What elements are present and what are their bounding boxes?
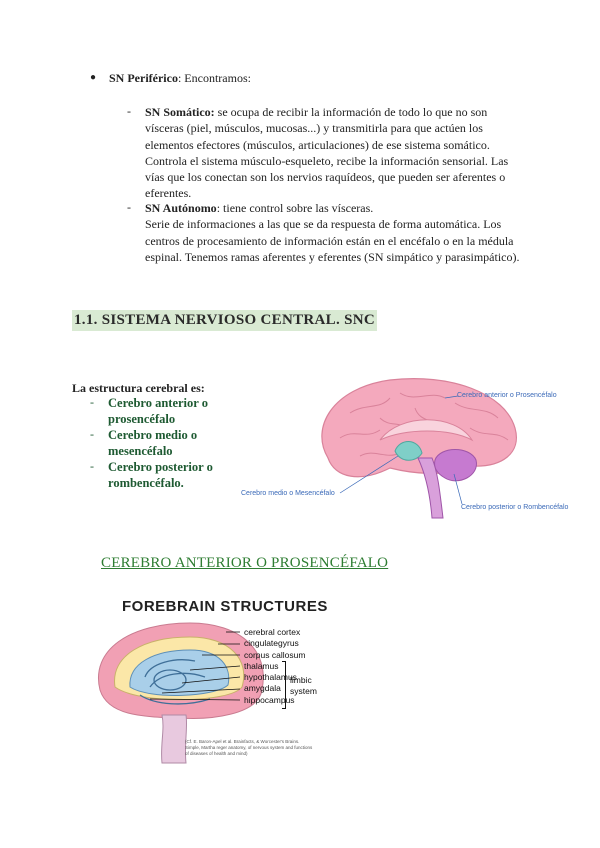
section-heading: 1.1. SISTEMA NERVIOSO CENTRAL. SNC bbox=[72, 310, 377, 331]
fb-label: thalamus bbox=[244, 660, 279, 671]
item-line1: Cerebro posterior o bbox=[108, 460, 213, 474]
fb-label: hypothalamus bbox=[244, 672, 297, 683]
dash-marker: - bbox=[127, 104, 131, 118]
peripheral-intro: : Encontramos: bbox=[177, 71, 251, 85]
fb-label: cingulategyrus bbox=[244, 638, 299, 649]
forebrain-title: FOREBRAIN STRUCTURES bbox=[122, 598, 328, 615]
peripheral-title: SN Periférico bbox=[109, 71, 178, 85]
somatic-line: vías que los conectan son los nervios raquídeos, que pueden ser aferentes o bbox=[145, 170, 506, 185]
somatic-label: SN Somático: bbox=[145, 105, 215, 119]
fb-label: cerebral cortex bbox=[244, 627, 301, 637]
label-posterior: Cerebro posterior o Rombencéfalo bbox=[461, 504, 569, 511]
autonomic-label: SN Autónomo bbox=[145, 201, 217, 215]
structure-item-text bbox=[108, 395, 208, 427]
limbic-line: limbic bbox=[290, 675, 312, 685]
autonomic-line: centros de procesamiento de información están en el encéfalo o en la médula bbox=[145, 233, 514, 248]
structure-item-text bbox=[108, 459, 213, 491]
autonomic-block bbox=[145, 200, 530, 265]
limbic-bracket bbox=[282, 661, 286, 709]
autonomic-line1: : tiene control sobre las vísceras. bbox=[216, 201, 374, 215]
item-line1: Cerebro anterior o bbox=[108, 396, 208, 410]
dash-marker: - bbox=[90, 427, 94, 441]
figure-credit bbox=[185, 739, 335, 757]
item-line2: prosencéfalo bbox=[108, 412, 176, 426]
label-medio: Cerebro medio o Mesencéfalo bbox=[241, 490, 335, 497]
autonomic-first-line bbox=[145, 200, 530, 216]
limbic-label bbox=[290, 675, 317, 698]
dash-marker: - bbox=[90, 459, 94, 473]
somatic-first-line bbox=[145, 104, 525, 120]
somatic-line1: se ocupa de recibir la información de todo lo que no son bbox=[214, 105, 488, 119]
structure-intro: La estructura cerebral es: bbox=[72, 381, 205, 395]
item-line2: mesencéfalo bbox=[108, 444, 173, 458]
credit-line: of diseases of health and mind) bbox=[185, 751, 248, 756]
item-line1: Cerebro medio o bbox=[108, 428, 198, 442]
dash-marker: - bbox=[127, 200, 131, 214]
bullet-dot: ● bbox=[90, 72, 97, 83]
subheading: CEREBRO ANTERIOR O PROSENCÉFALO bbox=[101, 555, 389, 571]
fb-label: amygdala bbox=[244, 683, 281, 694]
fb-label: corpus callosum bbox=[244, 649, 306, 660]
brainstem-shape bbox=[162, 715, 187, 763]
cerebellum-shape bbox=[435, 450, 477, 481]
somatic-line: elementos efectores (músculos, articulaciones) de ese sistema somático. bbox=[145, 137, 490, 152]
somatic-line: eferentes. bbox=[145, 186, 192, 201]
label-anterior: Cerebro anterior o Prosencéfalo bbox=[457, 392, 557, 399]
somatic-block bbox=[145, 104, 525, 202]
somatic-line: vísceras (piel, músculos, mucosas...) y transmitirla para que actúen los bbox=[145, 121, 483, 136]
credit-line: Simple, Martha reger anatomy, of nervous system and functions bbox=[185, 745, 313, 750]
somatic-line: Controla el sistema músculo-esqueleto, recibe la información sensorial. Las bbox=[145, 153, 509, 168]
dash-marker: - bbox=[90, 395, 94, 409]
autonomic-line: espinal. Tenemos ramas aferentes y eferentes (SN simpático y parasimpático). bbox=[145, 249, 520, 264]
autonomic-line: Serie de informaciones a las que se da respuesta de forma automática. Los bbox=[145, 217, 502, 232]
item-line2: rombencéfalo. bbox=[108, 476, 184, 490]
structure-item-text bbox=[108, 427, 197, 459]
credit-line: (Cf. E. Baron-Apel et al. Brainfacts, & Worcester's Brains. bbox=[185, 739, 300, 744]
peripheral-heading bbox=[109, 70, 251, 86]
fb-label: hippocampus bbox=[244, 694, 295, 705]
limbic-line: system bbox=[290, 686, 317, 697]
